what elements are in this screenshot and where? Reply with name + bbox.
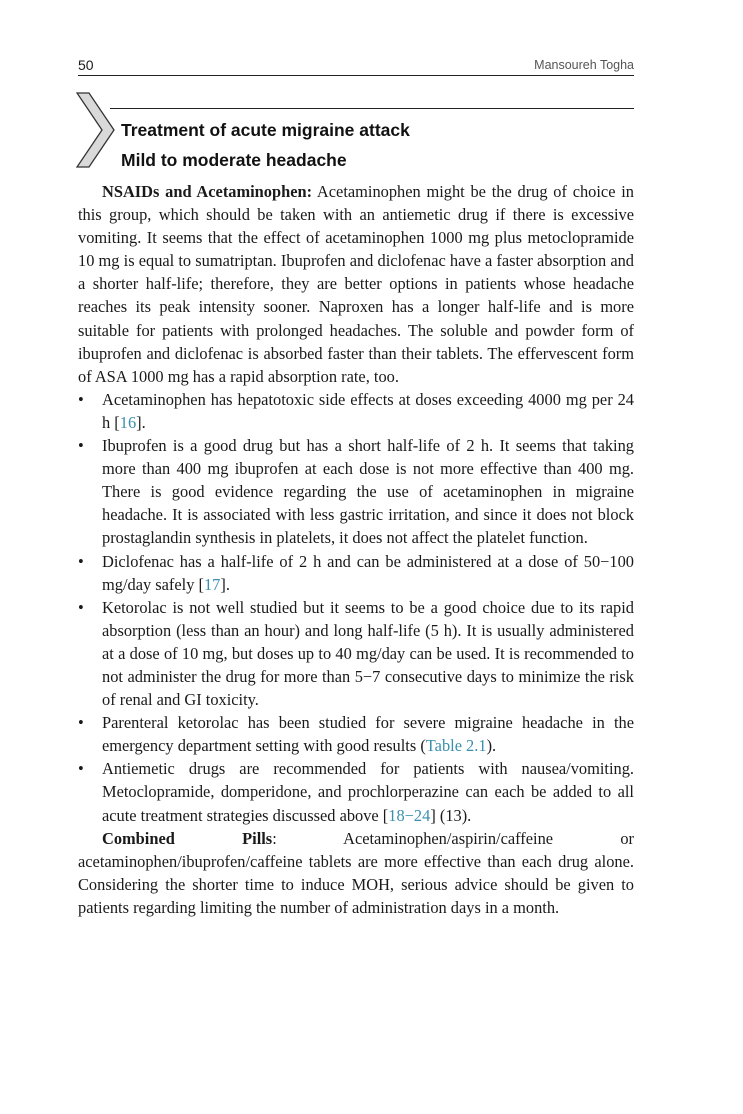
list-item-text: Antiemetic drugs are recommended for patients with nausea/vomiting. Metoclopramide, domperidone, and prochlorperazine can each be added to all acute treatment strategies discussed above [ — [102, 759, 634, 825]
list-item-tail: ]. — [220, 574, 230, 594]
list-item-text: Parenteral ketorolac has been studied for severe migraine headache in the emergency department setting with good results ( — [102, 713, 634, 756]
list-item — [78, 550, 634, 596]
citation-link[interactable]: 18−24 — [388, 805, 431, 825]
paragraph-text: Acetaminophen might be the drug of choice in this group, which should be taken with an antiemetic drug if there is excessive vomiting. It seems that the effect of acetaminophen 1000 mg plus metoclopramide 10 mg is equal to sumatriptan. Ibuprofen and diclofenac have a faster absorption and a shorter half-life; therefore, they are better options in patients whose headache reaches its peak intensity sooner. Naproxen has a longer half-life and is more suitable for patients with prolonged headaches. The soluble and powder form of ibuprofen and diclofenac is absorbed faster than their tablets. The effervescent form of ASA 1000 mg has a rapid absorption rate, too. — [78, 182, 634, 386]
list-item-text: Diclofenac has a half-life of 2 h and can be administered at a dose of 50−100 mg/day safely [ — [102, 551, 634, 594]
list-item — [78, 596, 634, 711]
paragraph-combined-pills — [78, 827, 634, 919]
page-number: 50 — [78, 57, 94, 73]
table-reference-link[interactable]: Table 2.1 — [425, 736, 487, 756]
section-chevron-icon — [76, 92, 116, 168]
section-heading: Treatment of acute migraine attack — [121, 120, 410, 140]
paragraph-text: : Acetaminophen/aspirin/caffeine or acetaminophen/ibuprofen/caffeine tablets are more effective than each drug alone. Considering the shorter time to induce MOH, serious advice should be given to patients regarding limiting the number of administration days in a month. — [78, 828, 634, 917]
bullet-list — [78, 388, 634, 827]
section-rule — [110, 108, 634, 109]
paragraph-lead: Combined Pills — [102, 828, 273, 848]
running-head-author: Mansoureh Togha — [534, 58, 634, 72]
paragraph-nsaids — [78, 180, 634, 388]
list-item — [78, 388, 634, 434]
list-item — [78, 757, 634, 826]
paragraph-lead: NSAIDs and Acetaminophen: — [102, 182, 313, 201]
body-text — [78, 180, 634, 919]
list-item-tail: ). — [486, 736, 497, 756]
list-item — [78, 711, 634, 757]
list-item-tail: ] (13). — [430, 805, 472, 825]
list-item-text: Ibuprofen is a good drug but has a short half-life of 2 h. It seems that taking more than 400 mg ibuprofen at each dose is not more effective than 400 mg. There is good evidence regarding the use of acetaminophen in migraine headache. It is associated with less gastric irritation, and since it does not block prostaglandin synthesis in platelets, it does not affect the platelet function. — [102, 436, 634, 548]
list-item — [78, 434, 634, 549]
citation-link[interactable]: 16 — [119, 412, 137, 432]
subsection-heading: Mild to moderate headache — [121, 150, 347, 170]
list-item-text: Acetaminophen has hepatotoxic side effects at doses exceeding 4000 mg per 24 h [ — [102, 389, 634, 432]
list-item-text: Ketorolac is not well studied but it seems to be a good choice due to its rapid absorption (less than an hour) and long half-life (5 h). It is usually administered at a dose of 10 mg, but doses up to 40 mg/day can be used. It is recommended to not administer the drug for more than 5−7 consecutive days to minimize the risk of renal and GI toxicity. — [102, 597, 634, 710]
header-rule — [78, 75, 634, 76]
list-item-tail: ]. — [136, 412, 146, 432]
page-header — [78, 57, 634, 75]
citation-link[interactable]: 17 — [203, 574, 221, 594]
